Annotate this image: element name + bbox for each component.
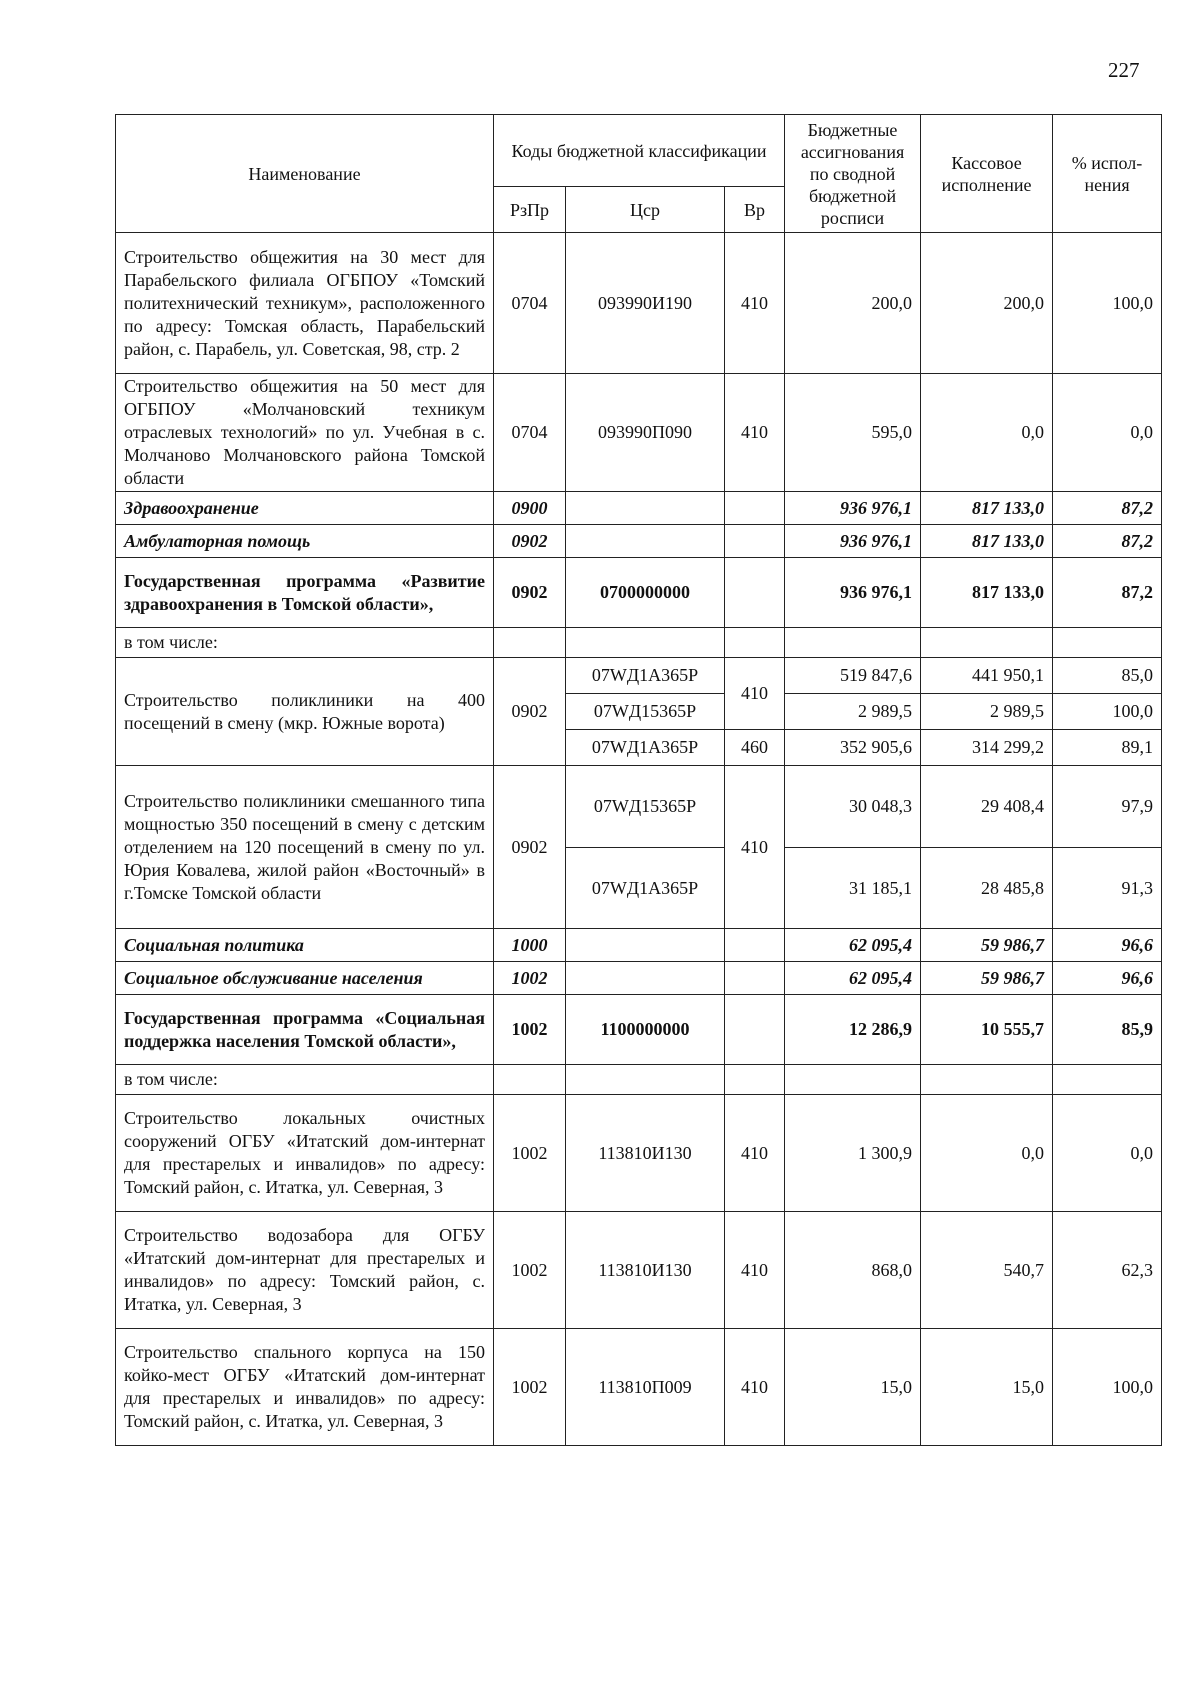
- table-row: Строительство общежития на 30 мест для Парабельского филиала ОГБПОУ «Томский политехнический техникум», расположенного по адресу: Томская область, Парабельский район, с. Парабель, ул. Советская, 98, стр. 2 0704 093990И190 410 200,0 200,0 100,0: [116, 233, 1162, 374]
- header-cash: Кассовое исполнение: [921, 115, 1053, 233]
- table-row: Строительство поликлиники на 400 посещений в смену (мкр. Южные ворота) 0902 07WД1А365Р 410 519 847,6 441 950,1 85,0: [116, 658, 1162, 694]
- budget-table: [115, 114, 1162, 1446]
- header-assign: Бюджетные ассигнования по сводной бюджетной росписи: [785, 115, 921, 233]
- table-row: в том числе:: [116, 1065, 1162, 1095]
- table-row: Амбулаторная помощь 0902 936 976,1 817 133,0 87,2: [116, 525, 1162, 558]
- page-number: 227: [1108, 58, 1140, 82]
- header-codes: Коды бюджетной классификации: [494, 115, 785, 187]
- table-row: Строительство спального корпуса на 150 койко-мест ОГБУ «Итатский дом-интернат для престарелых и инвалидов» по адресу: Томский район, с. Итатка, ул. Северная, 3 1002 113810П009 410 15,0 15,0 100,0: [116, 1329, 1162, 1446]
- table-row: 07WД1А365Р 31 185,1 28 485,8 91,3: [116, 848, 1162, 929]
- table-row: Строительство общежития на 50 мест для ОГБПОУ «Молчановский техникум отраслевых технологий» по ул. Учебная в с. Молчаново Молчановского района Томской области 0704 093990П090 410 595,0 0,0 0,0: [116, 374, 1162, 492]
- header-name: Наименование: [116, 115, 494, 233]
- table-row: 07WД1А365Р 460 352 905,6 314 299,2 89,1: [116, 730, 1162, 766]
- table-row: 07WД15365Р 2 989,5 2 989,5 100,0: [116, 694, 1162, 730]
- table-row: Социальная политика 1000 62 095,4 59 986,7 96,6: [116, 929, 1162, 962]
- table-row: Здравоохранение 0900 936 976,1 817 133,0 87,2: [116, 492, 1162, 525]
- table-row: в том числе:: [116, 628, 1162, 658]
- table-row: Социальное обслуживание населения 1002 62 095,4 59 986,7 96,6: [116, 962, 1162, 995]
- header-rzpr: РзПр: [494, 187, 566, 233]
- table-row: Строительство водозабора для ОГБУ «Итатский дом-интернат для престарелых и инвалидов» по адресу: Томский район, с. Итатка, ул. Северная, 3 1002 113810И130 410 868,0 540,7 62,3: [116, 1212, 1162, 1329]
- table-row: Строительство поликлиники смешанного типа мощностью 350 посещений в смену с детским отделением на 120 посещений в смену по ул. Юрия Ковалева, жилой район «Восточный» в г.Томске Томской области 0902 07WД15365Р 410 30 048,3 29 408,4 97,9: [116, 766, 1162, 848]
- header-csr: Цср: [566, 187, 725, 233]
- table-row: Государственная программа «Развитие здравоохранения в Томской области», 0902 0700000000 936 976,1 817 133,0 87,2: [116, 558, 1162, 628]
- header-percent: % испол-нения: [1053, 115, 1162, 233]
- table-row: Государственная программа «Социальная поддержка населения Томской области», 1002 1100000000 12 286,9 10 555,7 85,9: [116, 995, 1162, 1065]
- table-row: Строительство локальных очистных сооружений ОГБУ «Итатский дом-интернат для престарелых и инвалидов» по адресу: Томский район, с. Итатка, ул. Северная, 3 1002 113810И130 410 1 300,9 0,0 0,0: [116, 1095, 1162, 1212]
- header-vr: Вр: [725, 187, 785, 233]
